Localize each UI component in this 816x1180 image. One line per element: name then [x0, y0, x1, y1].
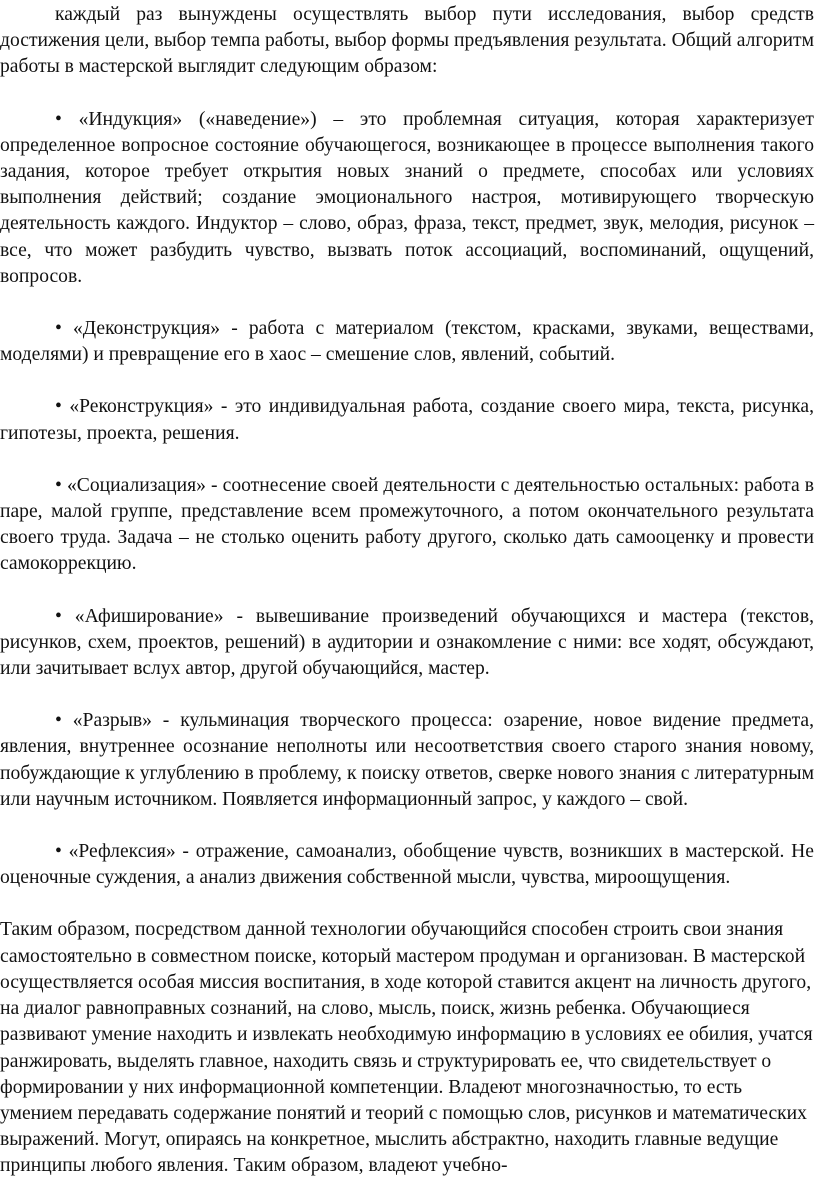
stage-socialization: • «Социализация» - соотнесение своей деятельности с деятельностью остальных: работа в паре, малой группе, представление всем промежуточного, а потом окончательного результата своего труда. Задача – не столько оценить работу другого, сколько дать самооценку и провести самокоррекцию.: [0, 474, 814, 575]
paragraph-gap: [0, 813, 814, 839]
paragraph-gap: [0, 682, 814, 708]
conclusion-paragraph: Таким образом, посредством данной технологии обучающийся способен строить свои знания самостоятельно в совместном поиске, который мастером продуман и организован. В мастерской осуществляется особая миссия воспитания, в ходе которой ставится акцент на личность другого, на диалог равноправных сознаний, на слово, мысль, поиск, жизнь ребенка. Обучающиеся развивают умение находить и извлекать необходимую информацию в условиях ее обилия, учатся ранжировать, выделять главное, находить связь и структурировать ее, что свидетельствует о формировании у них информационной компетенции. Владеют многозначностью, то есть умением передавать содержание понятий и теорий с помощью слов, рисунков и математических выражений. Могут, опираясь на конкретное, мыслить абстрактно, находить главные ведущие принципы любого явления. Таким образом, владеют учебно-: [0, 919, 813, 1177]
paragraph-gap: [0, 81, 814, 107]
paragraph-gap: [0, 578, 814, 604]
paragraph-gap: [0, 447, 814, 473]
stage-break: • «Разрыв» - кульминация творческого процесса: озарение, новое видение предмета, явления, внутреннее осознание неполноты или несоответствия своего старого знания новому, побуждающие к углублению в проблему, к поиску ответов, сверке нового знания с литературным или научным источником. Появляется информационный запрос, у каждого – свой.: [0, 710, 814, 810]
stage-reconstruction: • «Реконструкция» - это индивидуальная работа, создание своего мира, текста, рисунка, гипотезы, проекта, решения.: [0, 396, 814, 444]
stage-exhibition: • «Афиширование» - вывешивание произведений обучающихся и мастера (текстов, рисунков, схем, проектов, решений) в аудитории и ознакомление с ними: все ходят, обсуждают, или зачитывает вслух автор, другой обучающийся, мастер.: [0, 605, 814, 680]
intro-paragraph: каждый раз вынуждены осуществлять выбор пути исследования, выбор средств достижения цели, выбор темпа работы, выбор формы предъявления результата. Общий алгоритм работы в мастерской выглядит следующим образом:: [0, 4, 814, 78]
paragraph-gap: [0, 891, 814, 917]
stage-reflection: • «Рефлексия» - отражение, самоанализ, обобщение чувств, возникших в мастерской. Не оценочные суждения, а анализ движения собственной мысли, чувства, мироощущения.: [0, 841, 814, 889]
stage-deconstruction: • «Деконструкция» - работа с материалом (текстом, красками, звуками, веществами, моделями) и превращение его в хаос – смешение слов, явлений, событий.: [0, 318, 814, 366]
paragraph-gap: [0, 368, 814, 394]
stage-induction: • «Индукция» («наведение») – это проблемная ситуация, которая характеризует определенное вопросное состояние обучающегося, возникающее в процессе выполнения такого задания, которое требует открытия новых знаний о предмете, способах или условиях выполнения действий; создание эмоционального настроя, мотивирующего творческую деятельность каждого. Индуктор – слово, образ, фраза, текст, предмет, звук, мелодия, рисунок – все, что может разбудить чувство, вызвать поток ассоциаций, воспоминаний, ощущений, вопросов.: [0, 108, 814, 287]
paragraph-gap: [0, 290, 814, 316]
